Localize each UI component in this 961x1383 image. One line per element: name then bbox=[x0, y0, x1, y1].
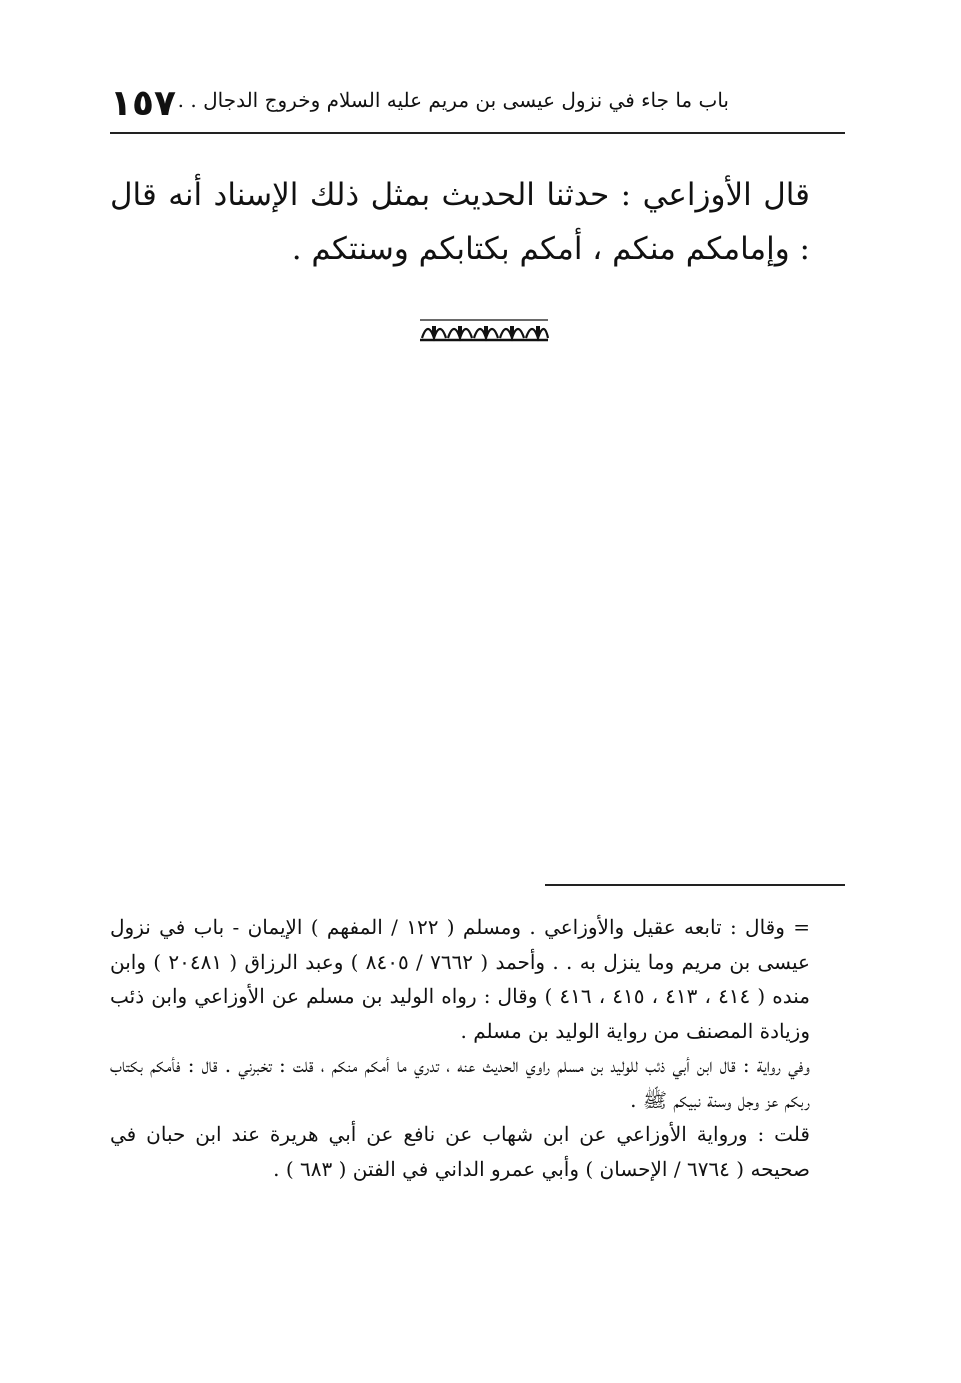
header-rule bbox=[110, 132, 845, 134]
footnote-paragraph: = وقال : تابعه عقيل والأوزاعي . ومسلم ( ١٢٢ / المفهم ) الإيمان - باب في نزول عيسى بن مريم وما ينزل به . . وأحمد ( ٧٦٦٢ / ٨٤٠٥ ) وعبد الرزاق ( ٢٠٤٨١ ) وابن منده ( ٤١٤ ، ٤١٣ ، ٤١٥ ، ٤١٦ ) وقال : رواه الوليد بن مسلم عن الأوزاعي وابن ذئب وزيادة المصنف من رواية الوليد بن مسلم . bbox=[110, 915, 811, 1043]
footnote-rule bbox=[545, 884, 845, 886]
footnote-paragraph: قلت : ورواية الأوزاعي عن ابن شهاب عن نافع عن أبي هريرة عند ابن حبان في صحيحه ( ٦٧٦٤ / الإحسان ) وأبي عمرو الداني في الفتن ( ٦٨٣ ) . bbox=[110, 1122, 810, 1181]
ornament-divider bbox=[418, 318, 550, 342]
footnotes bbox=[110, 910, 810, 1186]
main-text: قال الأوزاعي : حدثنا الحديث بمثل ذلك الإسناد أنه قال : وإمامكم منكم ، أمكم بكتابكم وسنتكم . bbox=[110, 177, 810, 267]
footnote-paragraph: وفي رواية : قال ابن أبي ذئب للوليد بن مسلم راوي الحديث عنه ، تدري ما أمكم منكم ، قلت : تخبرني . قال : فأمكم بكتاب ربكم عز وجل وسنة نبيكم ﷺ . bbox=[110, 1053, 810, 1112]
page-number: ١٥٧ bbox=[110, 83, 176, 124]
running-header: باب ما جاء في نزول عيسى بن مريم عليه السلام وخروج الدجال . . bbox=[177, 88, 729, 112]
